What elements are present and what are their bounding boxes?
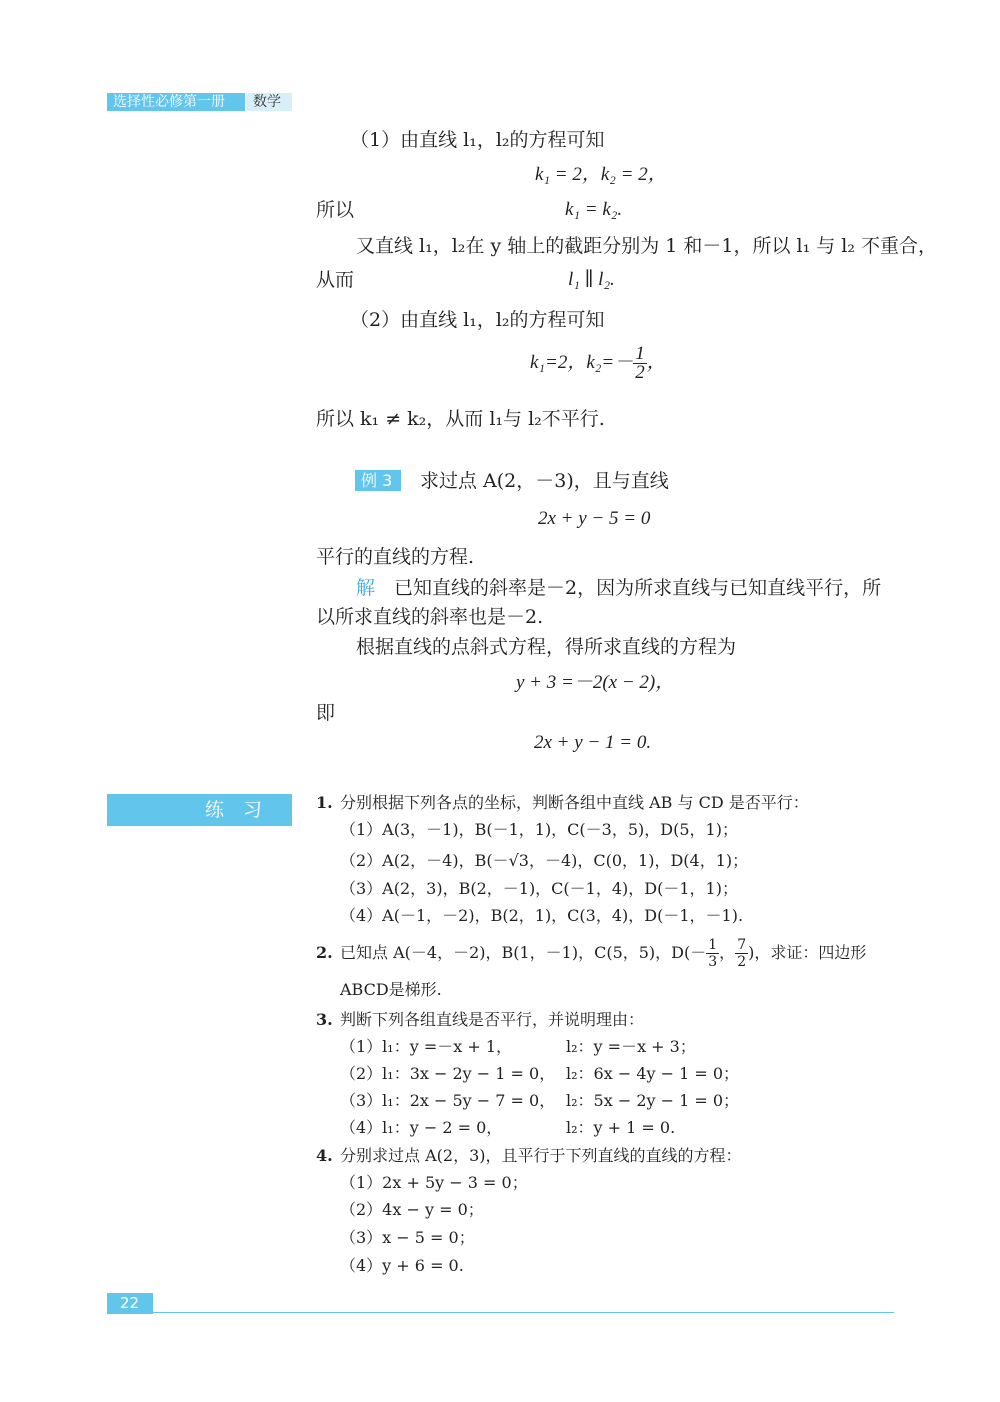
ji-label: 即 [316, 702, 336, 724]
q2-text-c: ABCD是梯形. [340, 980, 442, 999]
q3-item-l1: （1）l₁：y =－x + 1， [340, 1037, 513, 1056]
fraction-denominator: 2 [635, 362, 645, 383]
q1-number: 1. [316, 793, 333, 812]
solution-line1: 已知直线的斜率是－2，因为所求直线与已知直线平行，所 [394, 577, 882, 599]
q2-text-a: 已知点 A(－4，－2)，B(1，－1)，C(5，5)，D(－ [340, 943, 707, 962]
exercise-title: 练 习 [205, 799, 263, 821]
solution-line3: 根据直线的点斜式方程，得所求直线的方程为 [356, 636, 737, 658]
solution-final-equation: 2x + y − 1 = 0. [534, 732, 652, 753]
fraction-numerator: 1 [708, 937, 718, 953]
fraction-seven-halves [735, 937, 748, 970]
eq-k-values-tail: ， [646, 351, 666, 373]
q2-number: 2. [316, 943, 333, 962]
q2-text [340, 934, 866, 972]
not-parallel-conclusion: 所以 k₁ ≠ k₂，从而 l₁与 l₂不平行. [316, 408, 605, 430]
q3-item-l2: l₂：5x − 2y − 1 = 0； [566, 1091, 740, 1110]
q4-item: （3）x − 5 = 0； [340, 1228, 475, 1247]
fraction-one-half [633, 345, 647, 382]
header-book-title: 选择性必修第一册 [113, 94, 225, 110]
q3-item-l2: l₂：y + 1 = 0. [566, 1118, 676, 1137]
q4-item: （4）y + 6 = 0. [340, 1256, 464, 1275]
exercise-banner [107, 794, 292, 826]
fraction-denominator: 3 [708, 954, 718, 970]
solution-label: 解 [356, 577, 376, 599]
header-subject: 数学 [253, 94, 281, 110]
q3-item-l1: （4）l₁：y − 2 = 0， [340, 1118, 503, 1137]
fraction-one-third [706, 937, 719, 970]
eq-k1-k2: k₁ = 2，k₂ = 2， [535, 164, 667, 185]
fraction-denominator: 2 [737, 954, 747, 970]
footer-rule [153, 1312, 894, 1313]
so-label: 所以 [316, 199, 355, 221]
q3-item-l2: l₂：6x − 4y − 1 = 0； [566, 1064, 740, 1083]
q3-text: 判断下列各组直线是否平行，并说明理由： [340, 1010, 645, 1029]
solution-equation-point-slope: y + 3 =－2(x − 2)， [516, 672, 675, 693]
q4-number: 4. [316, 1146, 333, 1165]
fraction-numerator: 1 [635, 343, 645, 364]
q1-item: （1）A(3，－1)，B(－1，1)，C(－3，5)，D(5，1)； [340, 820, 738, 839]
example3-label: 例 3 [361, 471, 393, 490]
q3-item-l1: （3）l₁：2x − 5y − 7 = 0， [340, 1091, 556, 1110]
q1-item: （2）A(2，－4)，B(－√3，－4)，C(0，1)，D(4，1)； [340, 851, 749, 870]
part2-intro: （2）由直线 l₁，l₂的方程可知 [350, 309, 605, 331]
example3-question: 求过点 A(2，－3)，且与直线 [420, 470, 669, 492]
eq-k-values [530, 345, 666, 382]
fraction-numerator: 7 [737, 937, 747, 953]
example3-equation: 2x + y − 5 = 0 [538, 508, 651, 529]
q2-text-mid: ， [719, 943, 736, 962]
intercept-sentence: 又直线 l₁，l₂在 y 轴上的截距分别为 1 和－1，所以 l₁ 与 l₂ 不重合， [356, 235, 938, 257]
part1-intro: （1）由直线 l₁，l₂的方程可知 [350, 129, 605, 151]
page-number: 22 [120, 1294, 140, 1312]
q4-text: 分别求过点 A(2，3)，且平行于下列直线的直线的方程： [340, 1146, 742, 1165]
q1-item: （4）A(－1，－2)，B(2，1)，C(3，4)，D(－1，－1). [340, 906, 744, 925]
example3-question-end: 平行的直线的方程. [316, 546, 475, 568]
q3-item-l1: （2）l₁：3x − 2y − 1 = 0， [340, 1064, 556, 1083]
q4-item: （1）2x + 5y − 3 = 0； [340, 1173, 528, 1192]
eq-k1-equals-k2: k₁ = k₂. [565, 199, 623, 220]
eq-parallel: l₁ ∥ l₂. [568, 269, 615, 290]
q3-item-l2: l₂：y =－x + 3； [566, 1037, 696, 1056]
q1-text: 分别根据下列各点的坐标，判断各组中直线 AB 与 CD 是否平行： [340, 793, 809, 812]
thus-label: 从而 [316, 269, 355, 291]
q1-item: （3）A(2，3)，B(2，－1)，C(－1，4)，D(－1，1)； [340, 879, 738, 898]
q4-item: （2）4x − y = 0； [340, 1200, 484, 1219]
q2-text-b: )，求证：四边形 [748, 943, 867, 962]
eq-k-values-left: k₁=2，k₂=－ [530, 351, 634, 373]
q3-number: 3. [316, 1010, 333, 1029]
solution-line2: 以所求直线的斜率也是－2. [316, 606, 544, 628]
